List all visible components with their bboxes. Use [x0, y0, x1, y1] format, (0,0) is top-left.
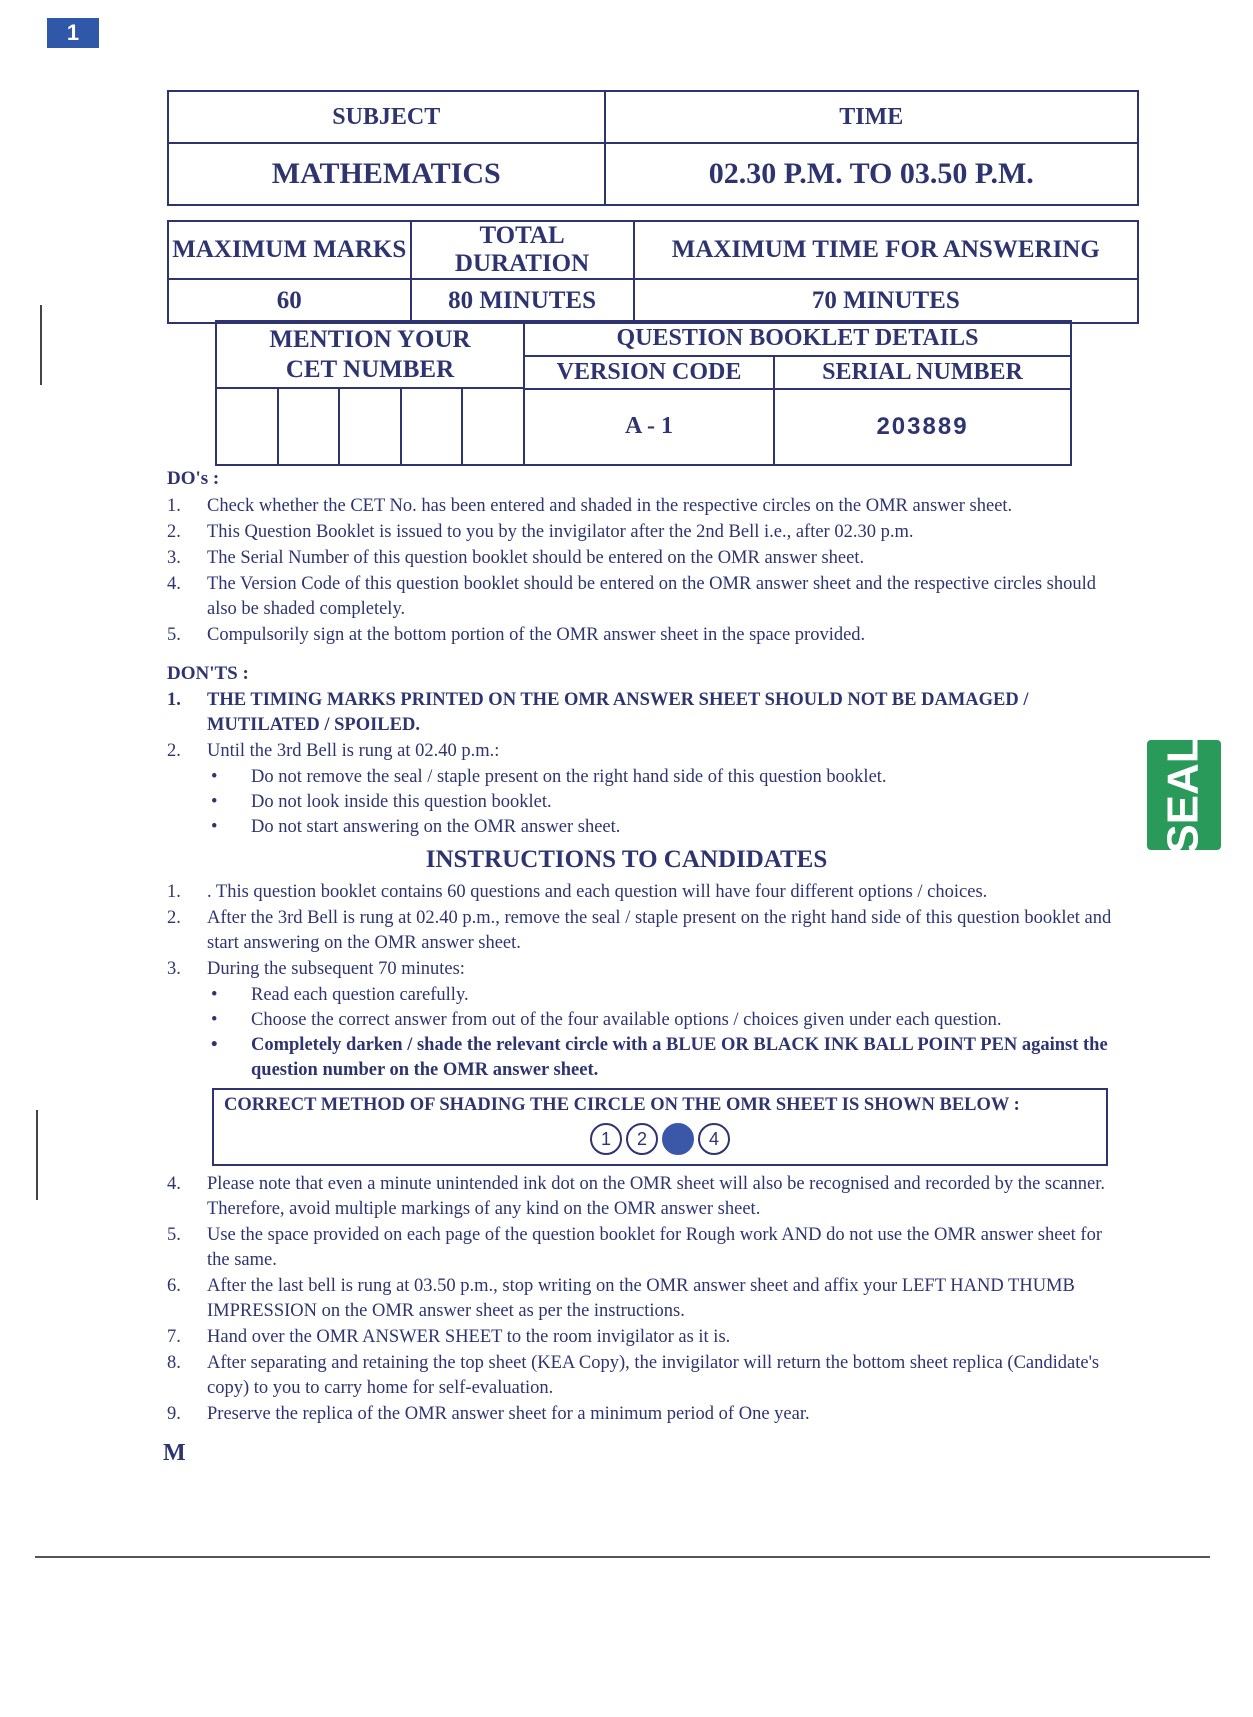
bullet-text: Do not remove the seal / staple present on the right hand side of this question booklet.: [251, 767, 887, 787]
serial-number-header: SERIAL NUMBER: [774, 356, 1071, 389]
dos-list: [167, 494, 1127, 649]
bullet-text: Do not look inside this question booklet.: [251, 792, 552, 812]
time-value: 02.30 P.M. TO 03.50 P.M.: [605, 143, 1139, 205]
item-number: 7.: [167, 1327, 181, 1347]
max-marks-header: MAXIMUM MARKS: [168, 221, 411, 279]
bullet-text: Completely darken / shade the relevant circle with a BLUE OR BLACK INK BALL POINT PEN against the question number on the OMR answer sheet.: [251, 1035, 1108, 1080]
version-code-value: A - 1: [524, 389, 774, 465]
total-duration-header: TOTAL DURATION: [411, 221, 634, 279]
item-number: 8.: [167, 1353, 181, 1373]
cet-digit-box[interactable]: [340, 389, 402, 464]
bullet-item: [207, 790, 1127, 815]
bullet-item: [207, 983, 1127, 1008]
max-marks-value: 60: [168, 279, 411, 323]
list-item: [167, 520, 1127, 545]
item-number: 1.: [167, 690, 181, 710]
donts-heading: DON'TS :: [167, 663, 249, 684]
booklet-details-table: [215, 320, 1072, 466]
cet-digit-box[interactable]: [463, 389, 523, 464]
serial-number-value: 203889: [774, 389, 1071, 465]
item-number: 4.: [167, 1174, 181, 1194]
item-text: . This question booklet contains 60 questions and each question will have four different options / choices.: [207, 882, 988, 902]
cet-number-cell: [216, 321, 524, 465]
marks-duration-table: [167, 220, 1139, 324]
item-number: 4.: [167, 574, 181, 594]
list-item: [167, 688, 1127, 738]
total-duration-value: 80 MINUTES: [411, 279, 634, 323]
time-header: TIME: [605, 91, 1139, 143]
cet-digit-box[interactable]: [402, 389, 464, 464]
cet-digit-box[interactable]: [279, 389, 341, 464]
item-number: 9.: [167, 1404, 181, 1424]
filled-option-circle-icon: [662, 1123, 694, 1155]
dos-heading: DO's :: [167, 468, 220, 489]
item-number: 2.: [167, 908, 181, 928]
item-text: Hand over the OMR ANSWER SHEET to the room invigilator as it is.: [207, 1327, 731, 1347]
item-number: 3.: [167, 548, 181, 568]
option-circle-icon: 2: [626, 1123, 658, 1155]
instructions-list-continued: [167, 1172, 1127, 1428]
cet-number-label: [217, 322, 523, 389]
list-item: [167, 623, 1127, 648]
list-item: [167, 1223, 1127, 1273]
booklet-details-header: QUESTION BOOKLET DETAILS: [524, 321, 1071, 356]
item-number: 6.: [167, 1276, 181, 1296]
shading-example-circles: [214, 1123, 1106, 1155]
list-item: [167, 1325, 1127, 1350]
bullet-icon: •: [211, 817, 218, 837]
answer-time-value: 70 MINUTES: [634, 279, 1138, 323]
bullet-text: Do not start answering on the OMR answer sheet.: [251, 817, 621, 837]
item-text: THE TIMING MARKS PRINTED ON THE OMR ANSWER SHEET SHOULD NOT BE DAMAGED / MUTILATED / SPOILED.: [207, 690, 1029, 735]
list-item: [167, 906, 1127, 956]
instructions-heading: INSTRUCTIONS TO CANDIDATES: [425, 846, 828, 873]
item-text: Please note that even a minute unintended ink dot on the OMR sheet will also be recognised and recorded by the scanner. Therefore, avoid multiple markings of any kind on the OMR answer sheet.: [207, 1174, 1106, 1219]
page-number-badge: 1: [47, 18, 99, 48]
seal-sticker[interactable]: [1147, 736, 1221, 854]
item-text: The Version Code of this question booklet should be entered on the OMR answer sheet and the respective circles should also be shaded completely.: [207, 574, 1096, 619]
list-item: [167, 880, 1127, 905]
list-item: [167, 572, 1127, 622]
item-number: 2.: [167, 522, 181, 542]
item-text: The Serial Number of this question booklet should be entered on the OMR answer sheet.: [207, 548, 865, 568]
bullet-text: Read each question carefully.: [251, 985, 469, 1005]
list-item: [167, 1351, 1127, 1401]
bullet-icon: •: [211, 1010, 218, 1030]
item-text: Compulsorily sign at the bottom portion of the OMR answer sheet in the space provided.: [207, 625, 866, 645]
version-code-header: VERSION CODE: [524, 356, 774, 389]
bullet-icon: •: [211, 985, 218, 1005]
cet-number-boxes[interactable]: [217, 389, 523, 464]
cet-label-line1: MENTION YOUR: [269, 325, 471, 353]
item-text: Preserve the replica of the OMR answer sheet for a minimum period of One year.: [207, 1404, 810, 1424]
shading-example-box: [212, 1088, 1108, 1166]
item-text: Use the space provided on each page of the question booklet for Rough work AND do not use the OMR answer sheet for the same.: [207, 1225, 1102, 1270]
item-number: 1.: [167, 496, 181, 516]
bullet-item: [207, 1033, 1127, 1083]
subject-time-table: [167, 90, 1139, 206]
footer-mark: M: [163, 1440, 186, 1466]
item-text: After separating and retaining the top sheet (KEA Copy), the invigilator will return the bottom sheet replica (Candidate's copy) to you to carry home for self-evaluation.: [207, 1353, 1100, 1398]
option-circle-icon: 4: [698, 1123, 730, 1155]
item-text: During the subsequent 70 minutes:: [207, 959, 465, 979]
list-item: [167, 739, 1127, 764]
cet-label-line2: CET NUMBER: [285, 355, 455, 383]
subject-value: MATHEMATICS: [168, 143, 605, 205]
bullet-item: [207, 1008, 1127, 1033]
instructions-list: [167, 880, 1127, 1083]
item-text: This Question Booklet is issued to you by the invigilator after the 2nd Bell i.e., after 02.30 p.m.: [207, 522, 914, 542]
bullet-text: Choose the correct answer from out of the four available options / choices given under each question.: [251, 1010, 1002, 1030]
cet-digit-box[interactable]: [217, 389, 279, 464]
bullet-icon: •: [211, 1035, 218, 1055]
item-number: 3.: [167, 959, 181, 979]
list-item: [167, 494, 1127, 519]
margin-mark: [40, 305, 42, 385]
item-text: Check whether the CET No. has been entered and shaded in the respective circles on the OMR answer sheet.: [207, 496, 1013, 516]
seal-label: SEAL: [1159, 736, 1209, 854]
bottom-rule: [35, 1556, 1210, 1558]
bullet-icon: •: [211, 792, 218, 812]
subject-header: SUBJECT: [168, 91, 605, 143]
margin-mark: [36, 1110, 38, 1200]
item-number: 1.: [167, 882, 181, 902]
list-item: [167, 1402, 1127, 1427]
option-circle-icon: 1: [590, 1123, 622, 1155]
bullet-item: [207, 765, 1127, 790]
item-number: 2.: [167, 741, 181, 761]
bullet-icon: •: [211, 767, 218, 787]
list-item: [167, 1274, 1127, 1324]
list-item: [167, 957, 1127, 982]
item-number: 5.: [167, 625, 181, 645]
item-number: 5.: [167, 1225, 181, 1245]
item-text: After the 3rd Bell is rung at 02.40 p.m., remove the seal / staple present on the right hand side of this question booklet and start answering on the OMR answer sheet.: [207, 908, 1112, 953]
bullet-item: [207, 815, 1127, 840]
list-item: [167, 546, 1127, 571]
item-text: After the last bell is rung at 03.50 p.m., stop writing on the OMR answer sheet and affix your LEFT HAND THUMB IMPRESSION on the OMR answer sheet as per the instructions.: [207, 1276, 1075, 1321]
list-item: [167, 1172, 1127, 1222]
shading-example-title: CORRECT METHOD OF SHADING THE CIRCLE ON THE OMR SHEET IS SHOWN BELOW :: [224, 1095, 1020, 1115]
item-text: Until the 3rd Bell is rung at 02.40 p.m.:: [207, 741, 500, 761]
answer-time-header: MAXIMUM TIME FOR ANSWERING: [634, 221, 1138, 279]
donts-list: [167, 688, 1127, 840]
